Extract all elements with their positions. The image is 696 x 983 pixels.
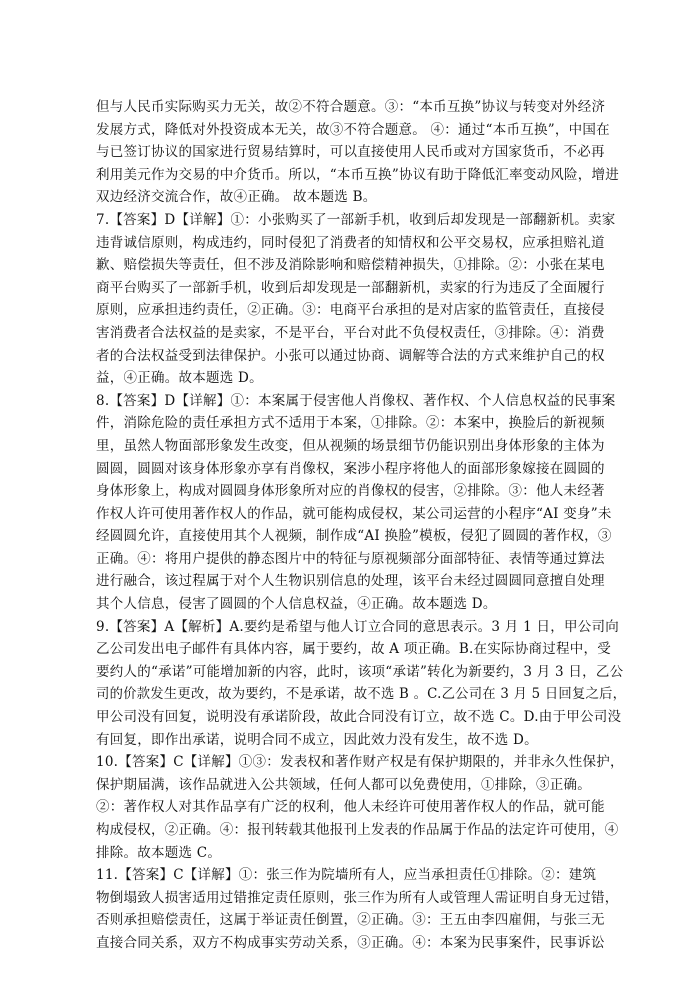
text-line: 圆圆，圆圆对该身体形象亦享有肖像权，案涉小程序将他人的面部形象嫁接在圆圆的 [96, 460, 605, 477]
text-line: 进行融合，该过程属于对个人生物识别信息的处理，该平台未经过圆圆同意擅自处理 [96, 573, 605, 590]
text-line: 件，消除危险的责任承担方式不适用于本案，①排除。②：本案中，换脸后的新视频 [96, 415, 605, 432]
text-line: 乙公司发出电子邮件有具体内容，属于要约，故 A 项正确。B.在实际协商过程中，受 [96, 641, 612, 658]
text-line: 其个人信息，侵害了圆圆的个人信息权益，④正确。故本题选 D。 [96, 596, 497, 613]
text-line: 商平台购买了一部新手机，收到后却发现是一部翻新机，卖家的行为违反了全面履行 [96, 279, 605, 296]
text-line: 否则承担赔偿责任，这属于举证责任倒置，②正确。③：王五由李四雇佣，与张三无 [96, 912, 605, 929]
text-line: 经圆圆允许，直接使用其个人视频，制作成“AI 换脸”模板，侵犯了圆圆的著作权，③ [96, 528, 612, 545]
text-line: 歉、赔偿损失等责任，但不涉及消除影响和赔偿精神损失，①排除。②：小张在某电 [96, 257, 605, 274]
text-line: 里，虽然人物面部形象发生改变，但从视频的场景细节仍能识别出身体形象的主体为 [96, 437, 605, 454]
text-line: 正确。④：将用户提供的静态图片中的特征与原视频部分面部特征、表情等通过算法 [96, 550, 605, 567]
text-line: 违背诚信原则，构成违约，同时侵犯了消费者的知情权和公平交易权，应承担赔礼道 [96, 234, 605, 251]
answer-explanation-text [96, 96, 626, 955]
text-line: 保护期届满，该作品就进入公共领域，任何人都可以免费使用，①排除，③正确。 [96, 776, 591, 793]
text-line: 者的合法权益受到法律保护。小张可以通过协商、调解等合法的方式来维护自己的权 [96, 347, 605, 364]
text-line: 发展方式，降低对外投资成本无关，故③不符合题意。 ④：通过“本币互换”，中国在 [96, 121, 610, 138]
text-line: ②：著作权人对其作品享有广泛的权利，他人未经许可使用著作权人的作品，就可能 [96, 799, 605, 816]
text-line: 10.【答案】C【详解】①③：发表权和著作财产权是有保护期限的，并非永久性保护， [96, 754, 624, 771]
text-line: 11.【答案】C【详解】①：张三作为院墙所有人，应当承担责任①排除。②：建筑 [96, 867, 597, 884]
text-line: 物倒塌致人损害适用过错推定责任原则，张三作为所有人或管理人需证明自身无过错， [96, 889, 619, 906]
text-line: 身体形象上，构成对圆圆身体形象所对应的肖像权的侵害，②排除。③：他人未经著 [96, 483, 605, 500]
text-line: 排除。故本题选 C。 [96, 844, 222, 861]
text-line: 益，④正确。故本题选 D。 [96, 370, 263, 387]
text-line: 与已签订协议的国家进行贸易结算时，可以直接使用人民币或对方国家货币，不必再 [96, 144, 605, 161]
text-line: 要约人的“承诺”可能增加新的内容，此时，该项“承诺”转化为新要约，3 月 3 日，乙公 [96, 663, 624, 680]
text-line: 构成侵权，②正确。④：报刊转载其他报刊上发表的作品属于作品的法定许可使用，④ [96, 822, 619, 838]
text-line: 直接合同关系，双方不构成事实劳动关系，③正确。④：本案为民事案件，民事诉讼 [96, 934, 605, 951]
text-line: 双边经济交流合作，故④正确。 故本题选 B。 [96, 189, 377, 206]
text-line: 9.【答案】A【解析】A.要约是希望与他人订立合同的意思表示。3 月 1 日，甲公司向 [96, 618, 619, 635]
text-line: 有回复，即作出承诺，说明合同不成立，因此效力没有发生，故不选 D。 [96, 731, 538, 748]
text-line: 害消费者合法权益的是卖家，不是平台，平台对此不负侵权责任，③排除。④：消费 [96, 324, 605, 341]
text-line: 司的价款发生更改，故为要约，不是承诺，故不选 B 。C.乙公司在 3 月 5 日回复之后， [96, 686, 627, 703]
text-line: 利用美元作为交易的中介货币。所以，“本币互换”协议有助于降低汇率变动风险，增进 [96, 166, 620, 183]
text-line: 原则，应承担违约责任，②正确。③：电商平台承担的是对店家的监管责任，直接侵 [96, 302, 605, 319]
text-line: 但与人民币实际购买力无关，故②不符合题意。③：“本币互换”协议与转变对外经济 [96, 99, 606, 115]
text-line: 7.【答案】D【详解】①：小张购买了一部新手机，收到后却发现是一部翻新机。卖家 [96, 211, 616, 228]
text-line: 甲公司没有回复，说明没有承诺阶段，故此合同没有订立，故不选 C。D.由于甲公司没 [96, 709, 622, 726]
text-line: 8.【答案】D【详解】①：本案属于侵害他人肖像权、著作权、个人信息权益的民事案 [96, 392, 616, 409]
text-line: 作权人许可使用著作权人的作品，就可能构成侵权，某公司运营的小程序“AI 变身”未 [96, 505, 612, 522]
